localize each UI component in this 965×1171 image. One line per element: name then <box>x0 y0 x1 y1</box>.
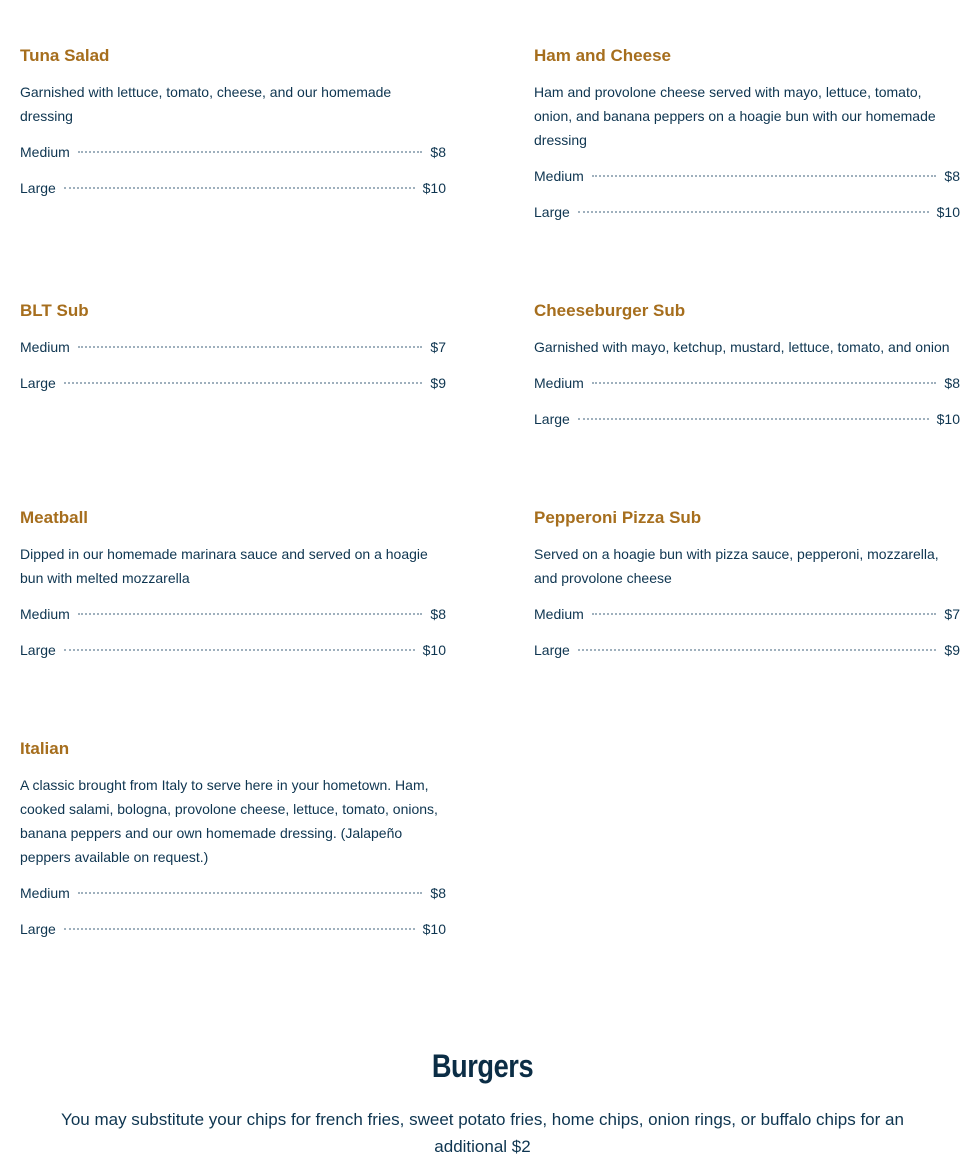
item-title: Meatball <box>20 508 89 527</box>
price-row-medium <box>20 602 446 638</box>
dot-leader <box>64 382 423 384</box>
menu-item-pepperoni-pizza-sub <box>534 506 960 674</box>
item-title: Italian <box>20 739 70 758</box>
price-row-medium <box>20 881 446 917</box>
item-title: Cheeseburger Sub <box>534 301 686 320</box>
menu-item-blt-sub <box>20 299 446 407</box>
price-value: $8 <box>430 885 446 901</box>
item-title: Ham and Cheese <box>534 46 671 65</box>
item-description: A classic brought from Italy to serve here in your hometown. Ham, cooked salami, bologna, provolone cheese, lettuce, tomato, onions, banana peppers and our own homemade dressing. (Jalapeño peppers available on request.) <box>20 777 438 865</box>
price-value: $8 <box>944 168 960 184</box>
price-value: $7 <box>430 339 446 355</box>
dot-leader <box>578 211 929 213</box>
price-value: $10 <box>936 204 960 220</box>
price-list <box>20 140 446 212</box>
item-description: Garnished with mayo, ketchup, mustard, lettuce, tomato, and onion <box>534 339 950 355</box>
size-label: Large <box>534 411 570 427</box>
price-value: $8 <box>430 606 446 622</box>
size-label: Large <box>20 921 56 937</box>
price-list <box>534 602 960 674</box>
price-row-large <box>534 200 960 236</box>
price-row-medium <box>534 164 960 200</box>
size-label: Medium <box>20 885 70 901</box>
dot-leader <box>578 418 929 420</box>
dot-leader <box>78 151 423 153</box>
size-label: Medium <box>534 375 584 391</box>
size-label: Medium <box>20 606 70 622</box>
price-row-large <box>534 638 960 674</box>
price-list <box>534 164 960 236</box>
dot-leader <box>78 346 423 348</box>
size-label: Medium <box>20 144 70 160</box>
price-list <box>20 881 446 953</box>
size-label: Medium <box>20 339 70 355</box>
price-row-medium <box>20 335 446 371</box>
dot-leader <box>592 382 937 384</box>
price-value: $10 <box>936 411 960 427</box>
price-value: $9 <box>944 642 960 658</box>
item-description: Garnished with lettuce, tomato, cheese, and our homemade dressing <box>20 84 392 124</box>
price-value: $10 <box>422 642 446 658</box>
burgers-section <box>0 1044 965 1160</box>
dot-leader <box>578 649 937 651</box>
size-label: Large <box>20 642 56 658</box>
size-label: Medium <box>534 606 584 622</box>
dot-leader <box>592 175 937 177</box>
price-row-large <box>20 176 446 212</box>
item-description: Dipped in our homemade marinara sauce and served on a hoagie bun with melted mozzarella <box>20 546 428 586</box>
price-list <box>20 335 446 407</box>
menu-item-meatball <box>20 506 446 674</box>
menu-item-ham-and-cheese <box>534 44 960 236</box>
section-note: You may substitute your chips for french fries, sweet potato fries, home chips, onion rings, or buffalo chips for an additional $2 <box>61 1110 904 1156</box>
section-heading: Burgers <box>431 1048 534 1084</box>
price-list <box>20 602 446 674</box>
price-list <box>534 371 960 443</box>
dot-leader <box>78 892 423 894</box>
price-value: $7 <box>944 606 960 622</box>
price-value: $9 <box>430 375 446 391</box>
size-label: Medium <box>534 168 584 184</box>
size-label: Large <box>20 180 56 196</box>
size-label: Large <box>534 642 570 658</box>
item-title: BLT Sub <box>20 301 89 320</box>
dot-leader <box>78 613 423 615</box>
menu-item-cheeseburger-sub <box>534 299 960 443</box>
dot-leader <box>64 187 415 189</box>
dot-leader <box>64 928 415 930</box>
size-label: Large <box>534 204 570 220</box>
price-row-medium <box>534 371 960 407</box>
item-description: Ham and provolone cheese served with mayo, lettuce, tomato, onion, and banana peppers on a hoagie bun with our homemade dressing <box>534 84 936 148</box>
item-description: Served on a hoagie bun with pizza sauce, pepperoni, mozzarella, and provolone cheese <box>534 546 939 586</box>
price-row-large <box>20 371 446 407</box>
dot-leader <box>64 649 415 651</box>
dot-leader <box>592 613 937 615</box>
menu-item-tuna-salad <box>20 44 446 212</box>
size-label: Large <box>20 375 56 391</box>
price-value: $8 <box>430 144 446 160</box>
price-row-large <box>20 638 446 674</box>
price-row-medium <box>20 140 446 176</box>
price-row-medium <box>534 602 960 638</box>
item-title: Pepperoni Pizza Sub <box>534 508 702 527</box>
price-row-large <box>534 407 960 443</box>
price-row-large <box>20 917 446 953</box>
price-value: $10 <box>422 180 446 196</box>
menu-item-italian <box>20 737 446 953</box>
price-value: $8 <box>944 375 960 391</box>
price-value: $10 <box>422 921 446 937</box>
item-title: Tuna Salad <box>20 46 110 65</box>
